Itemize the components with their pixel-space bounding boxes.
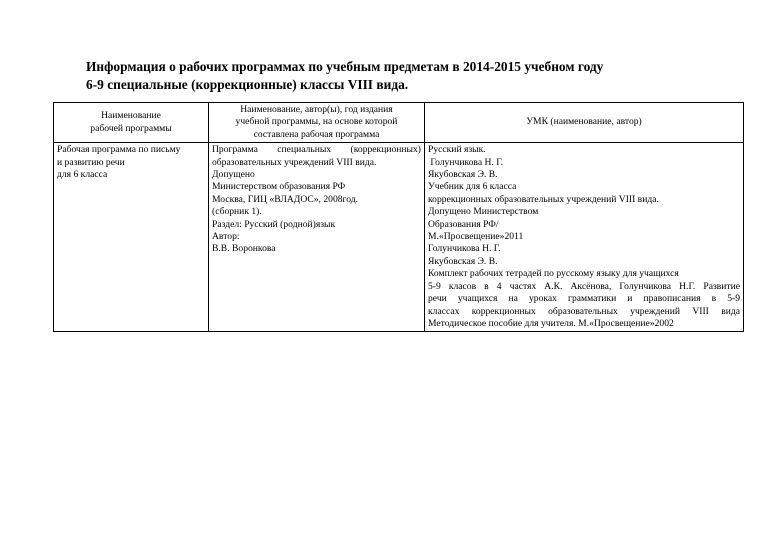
cell-text: коррекционных образовательных учреждений VIII вида. <box>428 193 659 205</box>
cell-text: Методическое пособие для учителя. М.«Просвещение»2002 <box>428 317 674 329</box>
cell-program-name <box>54 143 209 332</box>
cell-text: Голунчикова Н. Г. <box>428 243 501 255</box>
cell-text: Якубовская Э. В. <box>428 169 498 181</box>
header-text: Наименование, автор(ы), год издания <box>240 104 393 115</box>
cell-text: Допущено Министерством <box>428 206 539 218</box>
cell-text: Министерством образования РФ <box>212 181 346 193</box>
title-line-2: 6-9 специальные (коррекционные) классы VIII вида. <box>86 77 409 92</box>
header-text: учебной программы, на основе которой <box>235 116 398 128</box>
cell-text: Голунчикова Н. Г. <box>428 156 504 168</box>
cell-text: Раздел: Русский (родной)язык <box>212 218 336 230</box>
cell-text: Русский язык. <box>428 144 486 156</box>
cell-text: Комплект рабочих тетрадей по русскому языку для учащихся <box>428 268 679 280</box>
cell-text: Москва, ГИЦ «ВЛАДОС», 2008год. <box>212 193 359 205</box>
title-line-1: Информация о рабочих программах по учебным предметам в 2014-2015 учебном году <box>86 59 604 74</box>
header-text: рабочей программы <box>90 122 172 134</box>
table-row <box>54 143 744 332</box>
cell-text: классах коррекционных образовательных учреждений VIII вида <box>428 305 740 317</box>
document-title <box>86 58 603 94</box>
header-program-name <box>54 103 209 143</box>
header-umk <box>425 103 744 143</box>
cell-text: для 6 класса <box>57 169 108 181</box>
cell-text: Программа специальных (коррекционных) <box>212 144 421 156</box>
cell-umk <box>425 143 744 332</box>
programs-table <box>53 102 744 332</box>
cell-text: (сборник 1). <box>212 206 262 218</box>
cell-text: образовательных учреждений VIII вида. <box>212 156 377 168</box>
cell-text: и развитию речи <box>57 156 125 168</box>
cell-text: М.«Просвещение»2011 <box>428 231 524 243</box>
cell-text: Якубовская Э. В. <box>428 255 498 267</box>
header-curriculum-source <box>209 103 425 143</box>
cell-text: речи учащихся на уроках грамматики и правописания в 5-9 <box>428 293 740 305</box>
cell-text: 5-9 класов в 4 частях А.К. Аксёнова, Голунчикова Н.Г. Развитие <box>428 280 740 292</box>
header-text: составлена рабочая программа <box>253 128 380 140</box>
cell-text: Учебник для 6 класса <box>428 181 517 193</box>
cell-text: В.В. Воронкова <box>212 243 276 255</box>
cell-text: Допущено <box>212 169 255 181</box>
table-header-row <box>54 103 744 143</box>
header-text: Наименование <box>101 110 161 122</box>
cell-text: Рабочая программа по письму <box>57 144 181 156</box>
cell-text: Автор: <box>212 231 240 243</box>
header-text: УМК (наименование, автор) <box>526 116 642 128</box>
cell-curriculum-source <box>209 143 425 332</box>
cell-text: Образования РФ/ <box>428 218 499 230</box>
